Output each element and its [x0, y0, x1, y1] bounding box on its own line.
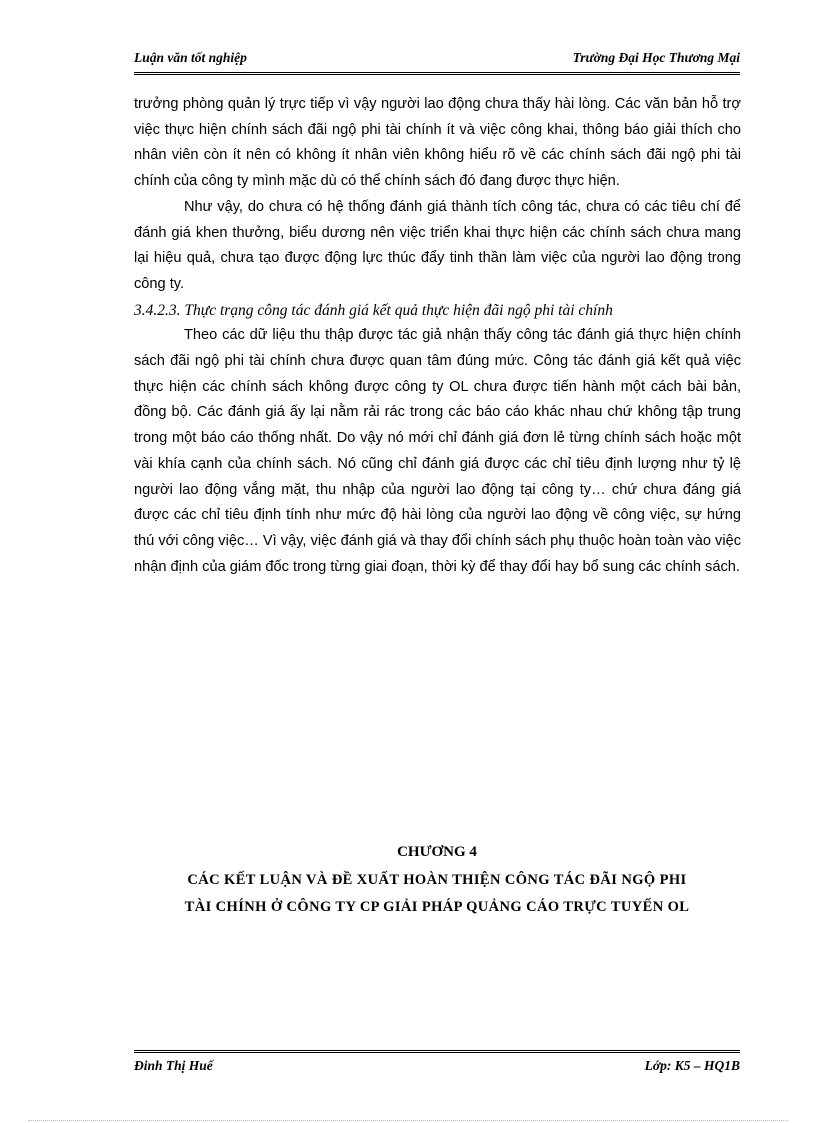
chapter-title-line-1: CÁC KẾT LUẬN VÀ ĐỀ XUẤT HOÀN THIỆN CÔNG TÁC ĐÃI NGỘ PHI — [187, 872, 687, 888]
page-bottom-border — [28, 1120, 788, 1121]
page-header — [134, 50, 740, 70]
section-heading: 3.4.2.3. Thực trạng công tác đánh giá kết quả thực hiện đãi ngộ phi tài chính — [134, 301, 613, 319]
chapter-block — [134, 844, 740, 921]
paragraph-1: trưởng phòng quản lý trực tiếp vì vậy người lao động chưa thấy hài lòng. Các văn bản hỗ trợ việc thực hiện chính sách đãi ngộ phi tài chính ít và việc công khai, thông báo giải thích cho nhân viên còn ít nên có không ít nhân viên không hiểu rõ về các chính sách đãi ngộ phi tài chính của công ty mình mặc dù có thể chính sách đó đang được thực hiện. — [134, 96, 741, 190]
footer-class: Lớp: K5 – HQ1B — [644, 1058, 740, 1073]
header-divider — [134, 72, 740, 75]
document-body — [134, 92, 741, 580]
chapter-title-line-2: TÀI CHÍNH Ở CÔNG TY CP GIẢI PHÁP QUẢNG CÁO TRỰC TUYẾN OL — [184, 899, 690, 915]
footer-divider — [134, 1050, 740, 1053]
chapter-number: CHƯƠNG 4 — [397, 844, 477, 860]
page-footer — [134, 1058, 740, 1078]
header-thesis-label: Luận văn tốt nghiệp — [134, 50, 247, 65]
paragraph-3: Theo các dữ liệu thu thập được tác giả nhận thấy công tác đánh giá thực hiện chính sách đãi ngộ phi tài chính chưa được quan tâm đúng mức. Công tác đánh giá kết quả việc thực hiện các chính sách không được công ty OL chưa được tiến hành một cách bài bản, đồng bộ. Các đánh giá ấy lại nằm rải rác trong các báo cáo khác nhau chứ không tập trung trong một báo cáo thống nhất. Do vậy nó mới chỉ đánh giá đơn lẻ từng chính sách hoặc một vài khía cạnh của chính sách. Nó cũng chỉ đánh giá được các chỉ tiêu định lượng như tỷ lệ người lao động vắng mặt, thu nhập của người lao động tại công ty… chứ chưa đáng giá được các chỉ tiêu định tính như mức độ hài lòng của người lao động về công việc, sự hứng thú với công việc… Vì vậy, việc đánh giá và thay đổi chính sách phụ thuộc hoàn toàn vào việc nhận định của giám đốc trong từng giai đoạn, thời kỳ để thay đổi hay bổ sung các chính sách. — [134, 327, 741, 575]
footer-author: Đinh Thị Huế — [134, 1058, 213, 1073]
paragraph-2: Như vậy, do chưa có hệ thống đánh giá thành tích công tác, chưa có các tiêu chí để đánh giá khen thưởng, biểu dương nên việc triển khai thực hiện các chính sách chưa mang lại hiệu quả, chưa tạo được động lực thúc đẩy tinh thần làm việc của người lao động trong công ty. — [134, 198, 741, 292]
header-university: Trường Đại Học Thương Mại — [572, 50, 740, 65]
